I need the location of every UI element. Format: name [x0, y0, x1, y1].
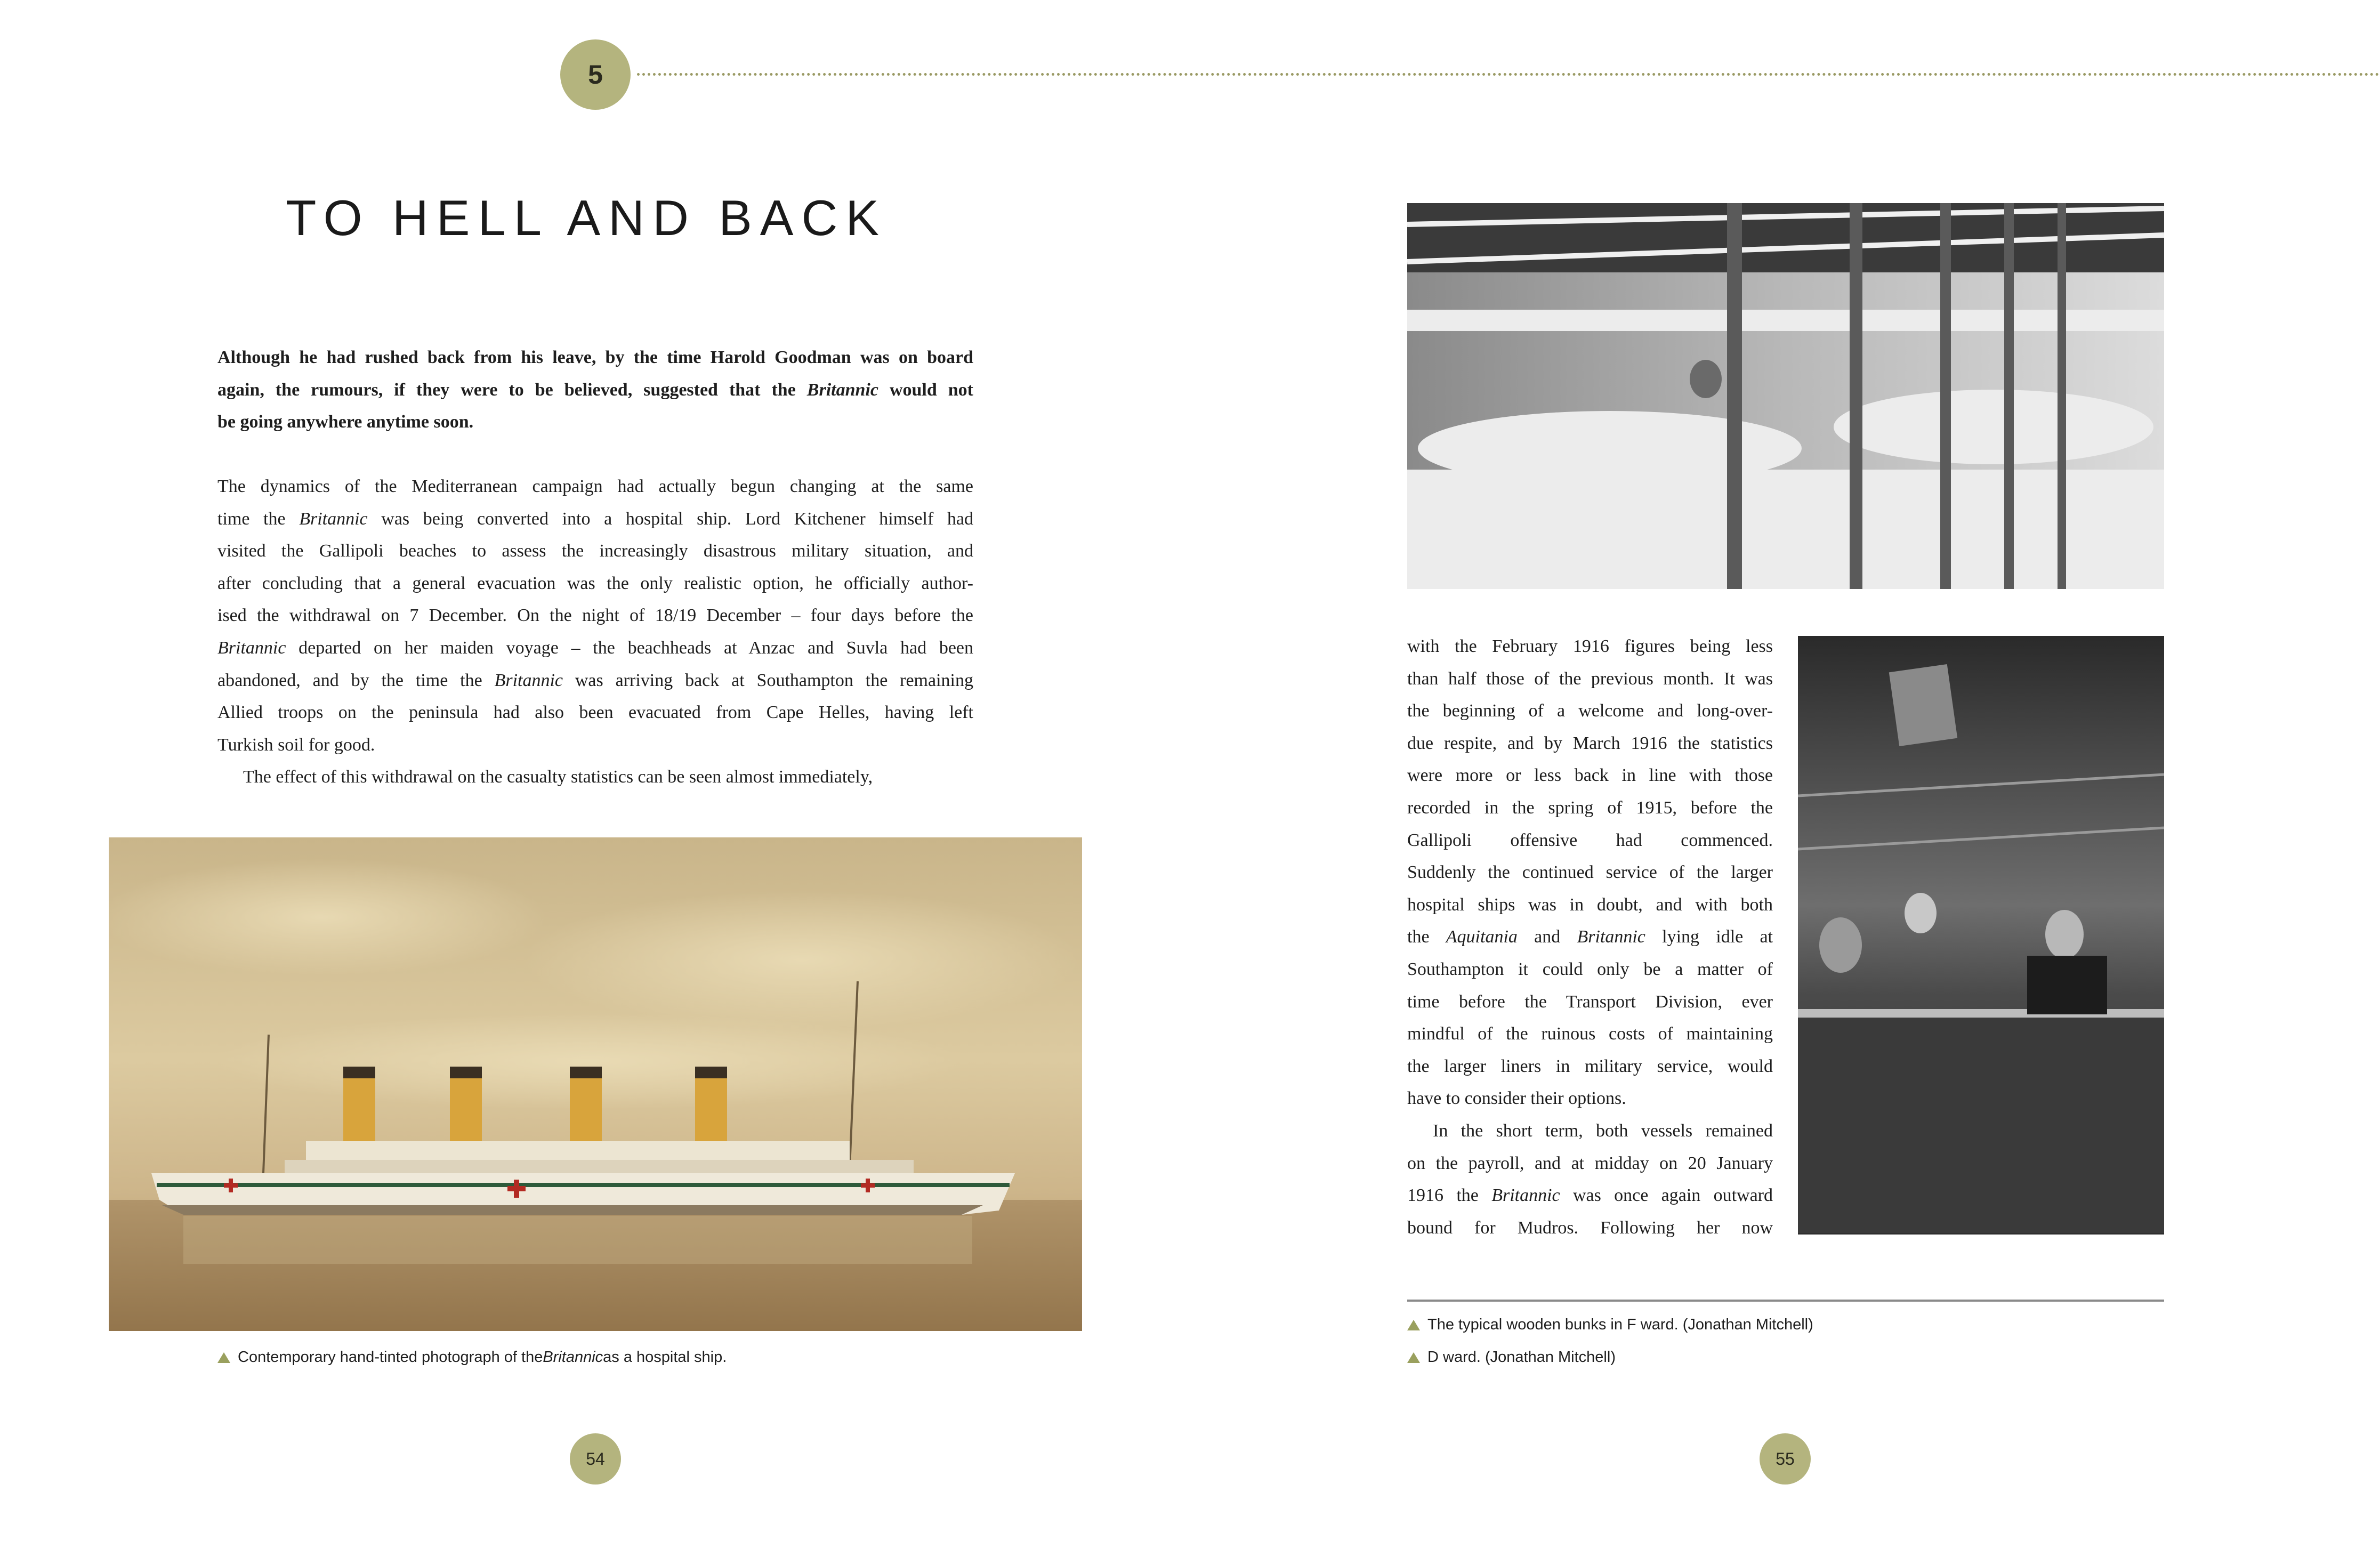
- text-line: Turkish soil for good.: [217, 735, 375, 755]
- text-line: after concluding that a general evacuation was the only realistic option, he officially author-: [217, 573, 973, 593]
- text-line: The dynamics of the Mediterranean campaign had actually begun changing at the same: [217, 477, 973, 496]
- text-line: Britannic departed on her maiden voyage – the beachheads at Anzac and Suvla had been: [217, 638, 973, 658]
- page-number-left: 54: [570, 1433, 621, 1485]
- text-line: recorded in the spring of 1915, before the: [1407, 797, 1773, 818]
- triangle-up-icon: [1407, 1352, 1420, 1363]
- text-line: with the February 1916 figures being less: [1407, 636, 1773, 656]
- text-line: Allied troops on the peninsula had also been evacuated from Cape Helles, having left: [217, 703, 973, 723]
- text-line: hospital ships was in doubt, and with both: [1407, 894, 1773, 915]
- text-line: visited the Gallipoli beaches to assess the increasingly disastrous military situation, and: [217, 541, 973, 561]
- right-photo-caption-2: D ward. (Jonathan Mitchell): [1407, 1349, 1616, 1366]
- text-line: mindful of the ruinous costs of maintaining: [1407, 1024, 1773, 1044]
- left-body-text: [217, 471, 973, 794]
- chapter-number-badge: 5: [560, 39, 631, 110]
- chapter-title: TO HELL AND BACK: [285, 190, 888, 246]
- header-dotted-rule: [637, 73, 2380, 76]
- f-ward-bunks-photo: [1407, 203, 2164, 589]
- d-ward-photo: [1798, 636, 2164, 1235]
- lead-paragraph: [217, 342, 973, 439]
- text-line: on the payroll, and at midday on 20 January: [1407, 1153, 1773, 1173]
- triangle-up-icon: [217, 1352, 230, 1363]
- left-photo-caption: Contemporary hand-tinted photograph of the Britannic as a hospital ship.: [217, 1349, 727, 1366]
- text-line: Gallipoli offensive had commenced.: [1407, 830, 1773, 850]
- text-line: time before the Transport Division, ever: [1407, 991, 1773, 1012]
- text-line: ised the withdrawal on 7 December. On the night of 18/19 December – four days before the: [217, 606, 973, 626]
- text-line: the beginning of a welcome and long-over-: [1407, 701, 1773, 721]
- lead-line-2: again, the rumours, if they were to be believed, suggested that the Britannic would not: [217, 380, 973, 400]
- lead-line-1: Although he had rushed back from his leave, by the time Harold Goodman was on board: [217, 348, 973, 367]
- text-line: 1916 the Britannic was once again outward: [1407, 1185, 1773, 1206]
- text-line: due respite, and by March 1916 the statistics: [1407, 733, 1773, 753]
- right-body-text: [1407, 631, 1773, 1244]
- text-line: The effect of this withdrawal on the casualty statistics can be seen almost immediately,: [243, 767, 873, 787]
- britannic-ship-photo: [109, 837, 1082, 1331]
- text-line: abandoned, and by the time the Britannic was arriving back at Southampton the remaining: [217, 670, 973, 690]
- text-line: In the short term, both vessels remained: [1433, 1120, 1773, 1141]
- text-line: time the Britannic was being converted into a hospital ship. Lord Kitchener himself had: [217, 509, 974, 529]
- triangle-up-icon: [1407, 1320, 1420, 1330]
- text-line: Southampton it could only be a matter of: [1407, 959, 1773, 979]
- text-line: the larger liners in military service, would: [1407, 1056, 1773, 1076]
- lead-line-3: be going anywhere anytime soon.: [217, 412, 474, 432]
- text-line: the Aquitania and Britannic lying idle at: [1407, 927, 1773, 947]
- text-line: bound for Mudros. Following her now: [1407, 1217, 1773, 1238]
- right-photo-caption-1: The typical wooden bunks in F ward. (Jonathan Mitchell): [1407, 1316, 1813, 1334]
- caption-divider: [1407, 1300, 2164, 1302]
- text-line: have to consider their options.: [1407, 1088, 1626, 1109]
- text-line: Suddenly the continued service of the larger: [1407, 862, 1773, 883]
- page-number-right: 55: [1760, 1433, 1811, 1485]
- text-line: than half those of the previous month. It was: [1407, 668, 1773, 689]
- text-line: were more or less back in line with those: [1407, 765, 1773, 786]
